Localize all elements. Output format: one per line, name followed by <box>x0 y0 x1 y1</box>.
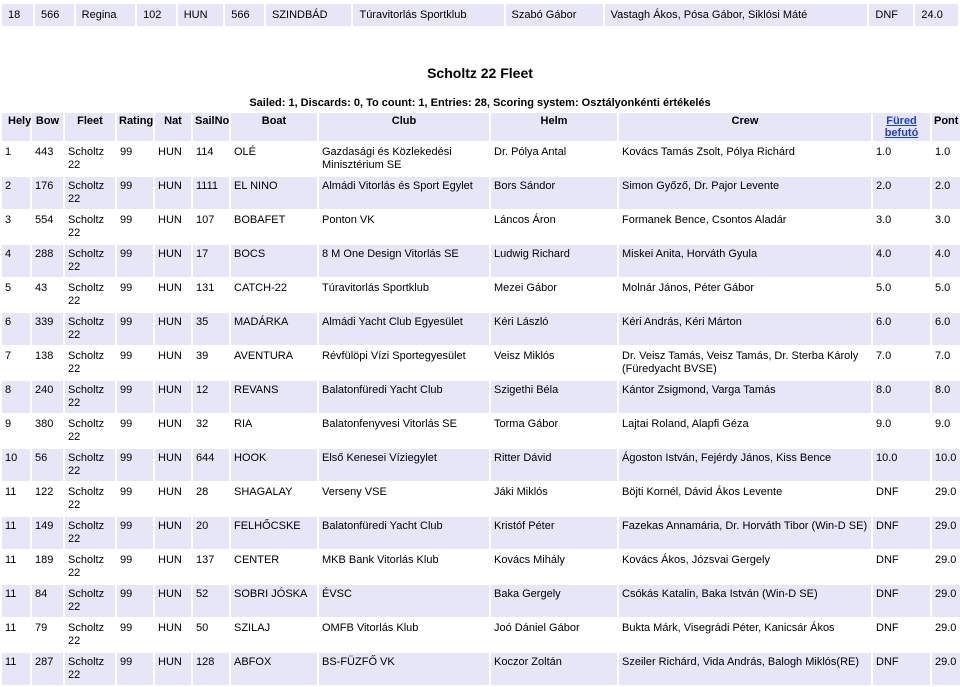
cell-fleet: Scholtz 22 <box>64 550 116 584</box>
cell-fleet: Scholtz 22 <box>64 584 116 618</box>
cell-pont: 2.0 <box>931 176 960 210</box>
cell-boat: CENTER <box>230 550 318 584</box>
cell-bow: 176 <box>31 176 64 210</box>
table-row <box>1 516 960 550</box>
cell-helm: Kéri László <box>490 312 618 346</box>
cell-boat: BOBAFET <box>230 210 318 244</box>
cell-nat: HUN <box>154 482 192 516</box>
cell-nat: HUN <box>154 516 192 550</box>
cell-nat: HUN <box>154 584 192 618</box>
cell-club: Verseny VSE <box>318 482 490 516</box>
cell-sailno: 1111 <box>192 176 230 210</box>
cell-race: 1.0 <box>872 142 931 176</box>
cell-sailno: 107 <box>192 210 230 244</box>
cell-race: 6.0 <box>872 312 931 346</box>
cell-nat: HUN <box>154 278 192 312</box>
cell-crew: Szeiler Richárd, Vida András, Balogh Miklós(RE) <box>618 652 872 686</box>
cell-hely: 9 <box>1 414 31 448</box>
cell-helm: Bors Sándor <box>490 176 618 210</box>
cell-rating: 99 <box>116 652 154 686</box>
cell-race: 5.0 <box>872 278 931 312</box>
cell-sailno: 131 <box>192 278 230 312</box>
cell-fleet: Scholtz 22 <box>64 244 116 278</box>
cell-race: 8.0 <box>872 380 931 414</box>
cell-bow: 43 <box>31 278 64 312</box>
cell-race: 10.0 <box>872 448 931 482</box>
table-row <box>1 550 960 584</box>
cell-race: 7.0 <box>872 346 931 380</box>
top-row-cell: 102 <box>136 3 177 27</box>
cell-fleet: Scholtz 22 <box>64 516 116 550</box>
top-row-cell: Vastagh Ákos, Pósa Gábor, Siklósi Máté <box>604 3 869 27</box>
cell-helm: Ludwig Richard <box>490 244 618 278</box>
cell-nat: HUN <box>154 380 192 414</box>
cell-boat: CATCH-22 <box>230 278 318 312</box>
cell-pont: 29.0 <box>931 618 960 652</box>
cell-fleet: Scholtz 22 <box>64 652 116 686</box>
cell-boat: SOBRI JÓSKA <box>230 584 318 618</box>
cell-race: DNF <box>872 584 931 618</box>
cell-crew: Csókás Katalin, Baka István (Win-D SE) <box>618 584 872 618</box>
header-row <box>1 112 960 142</box>
cell-bow: 287 <box>31 652 64 686</box>
cell-sailno: 52 <box>192 584 230 618</box>
table-row <box>1 448 960 482</box>
cell-helm: Joó Dániel Gábor <box>490 618 618 652</box>
cell-nat: HUN <box>154 244 192 278</box>
top-row-cell: 24.0 <box>914 3 959 27</box>
cell-rating: 99 <box>116 142 154 176</box>
race-link-fured-befuto[interactable]: Füred befutó <box>872 112 931 142</box>
cell-pont: 29.0 <box>931 516 960 550</box>
cell-rating: 99 <box>116 516 154 550</box>
cell-fleet: Scholtz 22 <box>64 482 116 516</box>
cell-hely: 2 <box>1 176 31 210</box>
cell-nat: HUN <box>154 346 192 380</box>
cell-club: MKB Bank Vitorlás Klub <box>318 550 490 584</box>
top-row-cell: 566 <box>34 3 75 27</box>
cell-sailno: 114 <box>192 142 230 176</box>
cell-club: Túravitorlás Sportklub <box>318 278 490 312</box>
cell-rating: 99 <box>116 176 154 210</box>
table-row <box>1 482 960 516</box>
cell-club: Balatonfüredi Yacht Club <box>318 516 490 550</box>
top-row-cell: HUN <box>177 3 225 27</box>
cell-club: BS-FÜZFŐ VK <box>318 652 490 686</box>
cell-hely: 11 <box>1 482 31 516</box>
cell-bow: 84 <box>31 584 64 618</box>
cell-crew: Kántor Zsigmond, Varga Tamás <box>618 380 872 414</box>
cell-bow: 554 <box>31 210 64 244</box>
cell-sailno: 28 <box>192 482 230 516</box>
cell-hely: 10 <box>1 448 31 482</box>
header-bow: Bow <box>31 112 64 142</box>
table-row <box>1 3 959 27</box>
cell-nat: HUN <box>154 176 192 210</box>
table-row <box>1 142 960 176</box>
cell-boat: REVANS <box>230 380 318 414</box>
cell-crew: Dr. Veisz Tamás, Veisz Tamás, Dr. Sterba Károly (Füredyacht BVSE) <box>618 346 872 380</box>
cell-boat: HOOK <box>230 448 318 482</box>
cell-rating: 99 <box>116 380 154 414</box>
top-row-cell: 566 <box>224 3 265 27</box>
cell-helm: Mezei Gábor <box>490 278 618 312</box>
top-row-cell: Regina <box>75 3 136 27</box>
cell-hely: 7 <box>1 346 31 380</box>
cell-race: 3.0 <box>872 210 931 244</box>
cell-helm: Láncos Áron <box>490 210 618 244</box>
cell-boat: SZILAJ <box>230 618 318 652</box>
header-club: Club <box>318 112 490 142</box>
cell-bow: 149 <box>31 516 64 550</box>
cell-fleet: Scholtz 22 <box>64 380 116 414</box>
cell-pont: 10.0 <box>931 448 960 482</box>
cell-fleet: Scholtz 22 <box>64 210 116 244</box>
cell-fleet: Scholtz 22 <box>64 278 116 312</box>
cell-race: DNF <box>872 550 931 584</box>
cell-rating: 99 <box>116 482 154 516</box>
cell-hely: 6 <box>1 312 31 346</box>
cell-fleet: Scholtz 22 <box>64 176 116 210</box>
cell-rating: 99 <box>116 550 154 584</box>
cell-race: 4.0 <box>872 244 931 278</box>
cell-club: Ponton VK <box>318 210 490 244</box>
cell-pont: 1.0 <box>931 142 960 176</box>
cell-pont: 8.0 <box>931 380 960 414</box>
top-row-cell: DNF <box>868 3 914 27</box>
cell-pont: 29.0 <box>931 482 960 516</box>
cell-club: 8 M One Design Vitorlás SE <box>318 244 490 278</box>
cell-rating: 99 <box>116 312 154 346</box>
header-nat: Nat <box>154 112 192 142</box>
cell-bow: 138 <box>31 346 64 380</box>
cell-crew: Böjti Kornél, Dávid Ákos Levente <box>618 482 872 516</box>
top-row-cell: Szabó Gábor <box>505 3 604 27</box>
cell-helm: Szigethi Béla <box>490 380 618 414</box>
cell-crew: Molnár János, Péter Gábor <box>618 278 872 312</box>
cell-club: ÉVSC <box>318 584 490 618</box>
previous-fleet-last-row <box>0 2 960 28</box>
cell-club: Balatonfenyvesi Vitorlás SE <box>318 414 490 448</box>
cell-hely: 11 <box>1 584 31 618</box>
table-row <box>1 380 960 414</box>
cell-club: OMFB Vitorlás Klub <box>318 618 490 652</box>
cell-club: Révfülöpi Vízi Sportegyesület <box>318 346 490 380</box>
cell-hely: 5 <box>1 278 31 312</box>
cell-hely: 11 <box>1 652 31 686</box>
cell-crew: Kovács Tamás Zsolt, Pólya Richárd <box>618 142 872 176</box>
cell-race: DNF <box>872 482 931 516</box>
cell-fleet: Scholtz 22 <box>64 414 116 448</box>
cell-helm: Baka Gergely <box>490 584 618 618</box>
table-row <box>1 278 960 312</box>
cell-hely: 11 <box>1 516 31 550</box>
cell-hely: 3 <box>1 210 31 244</box>
cell-crew: Simon Győző, Dr. Pajor Levente <box>618 176 872 210</box>
cell-crew: Bukta Márk, Visegrádi Péter, Kanicsár Ákos <box>618 618 872 652</box>
table-row <box>1 244 960 278</box>
header-hely: Hely <box>1 112 31 142</box>
cell-boat: EL NINO <box>230 176 318 210</box>
cell-pont: 5.0 <box>931 278 960 312</box>
cell-rating: 99 <box>116 244 154 278</box>
cell-fleet: Scholtz 22 <box>64 312 116 346</box>
cell-rating: 99 <box>116 618 154 652</box>
cell-pont: 29.0 <box>931 584 960 618</box>
cell-sailno: 12 <box>192 380 230 414</box>
results-table <box>0 111 960 687</box>
cell-fleet: Scholtz 22 <box>64 618 116 652</box>
cell-race: 2.0 <box>872 176 931 210</box>
header-crew: Crew <box>618 112 872 142</box>
table-row <box>1 176 960 210</box>
cell-rating: 99 <box>116 346 154 380</box>
cell-crew: Fazekas Annamária, Dr. Horváth Tibor (Win-D SE) <box>618 516 872 550</box>
table-row <box>1 414 960 448</box>
cell-nat: HUN <box>154 550 192 584</box>
page-title: Scholtz 22 Fleet <box>427 65 533 81</box>
cell-boat: SHAGALAY <box>230 482 318 516</box>
cell-pont: 7.0 <box>931 346 960 380</box>
cell-bow: 339 <box>31 312 64 346</box>
cell-boat: RIA <box>230 414 318 448</box>
cell-hely: 11 <box>1 550 31 584</box>
header-helm: Helm <box>490 112 618 142</box>
cell-helm: Kovács Mihály <box>490 550 618 584</box>
cell-crew: Kovács Ákos, Józsvai Gergely <box>618 550 872 584</box>
cell-boat: OLÉ <box>230 142 318 176</box>
cell-rating: 99 <box>116 448 154 482</box>
cell-boat: FELHŐCSKE <box>230 516 318 550</box>
cell-fleet: Scholtz 22 <box>64 142 116 176</box>
cell-race: DNF <box>872 652 931 686</box>
cell-sailno: 128 <box>192 652 230 686</box>
cell-club: Gazdasági és Közlekedési Minisztérium SE <box>318 142 490 176</box>
cell-crew: Formanek Bence, Csontos Aladár <box>618 210 872 244</box>
cell-bow: 122 <box>31 482 64 516</box>
cell-boat: MADÁRKA <box>230 312 318 346</box>
cell-nat: HUN <box>154 210 192 244</box>
table-row <box>1 618 960 652</box>
cell-nat: HUN <box>154 414 192 448</box>
cell-sailno: 32 <box>192 414 230 448</box>
cell-boat: BOCS <box>230 244 318 278</box>
cell-helm: Koczor Zoltán <box>490 652 618 686</box>
cell-nat: HUN <box>154 312 192 346</box>
table-row <box>1 584 960 618</box>
scoring-summary: Sailed: 1, Discards: 0, To count: 1, Entries: 28, Scoring system: Osztályonkénti értékelés <box>249 97 711 109</box>
table-row <box>1 312 960 346</box>
cell-sailno: 50 <box>192 618 230 652</box>
top-row-cell: 18 <box>1 3 34 27</box>
cell-crew: Ágoston István, Fejérdy János, Kiss Bence <box>618 448 872 482</box>
cell-pont: 4.0 <box>931 244 960 278</box>
cell-helm: Jáki Miklós <box>490 482 618 516</box>
top-row-cell: SZINDBÁD <box>265 3 353 27</box>
cell-club: Első Kenesei Víziegylet <box>318 448 490 482</box>
cell-bow: 56 <box>31 448 64 482</box>
cell-boat: AVENTURA <box>230 346 318 380</box>
cell-bow: 240 <box>31 380 64 414</box>
cell-hely: 4 <box>1 244 31 278</box>
cell-helm: Dr. Pólya Antal <box>490 142 618 176</box>
cell-race: DNF <box>872 516 931 550</box>
top-row-cell: Túravitorlás Sportklub <box>352 3 504 27</box>
header-rating: Rating <box>116 112 154 142</box>
table-row <box>1 346 960 380</box>
cell-sailno: 644 <box>192 448 230 482</box>
cell-race: DNF <box>872 618 931 652</box>
cell-sailno: 137 <box>192 550 230 584</box>
cell-bow: 288 <box>31 244 64 278</box>
cell-race: 9.0 <box>872 414 931 448</box>
cell-pont: 6.0 <box>931 312 960 346</box>
cell-helm: Ritter Dávid <box>490 448 618 482</box>
header-boat: Boat <box>230 112 318 142</box>
cell-sailno: 35 <box>192 312 230 346</box>
cell-nat: HUN <box>154 618 192 652</box>
cell-nat: HUN <box>154 142 192 176</box>
cell-club: Balatonfüredi Yacht Club <box>318 380 490 414</box>
cell-sailno: 39 <box>192 346 230 380</box>
cell-nat: HUN <box>154 652 192 686</box>
cell-bow: 443 <box>31 142 64 176</box>
cell-club: Almádi Vitorlás és Sport Egylet <box>318 176 490 210</box>
cell-rating: 99 <box>116 584 154 618</box>
cell-rating: 99 <box>116 278 154 312</box>
cell-pont: 29.0 <box>931 550 960 584</box>
cell-sailno: 17 <box>192 244 230 278</box>
cell-boat: ABFOX <box>230 652 318 686</box>
cell-hely: 11 <box>1 618 31 652</box>
cell-nat: HUN <box>154 448 192 482</box>
header-sailno: SailNo <box>192 112 230 142</box>
cell-fleet: Scholtz 22 <box>64 448 116 482</box>
cell-crew: Miskei Anita, Horváth Gyula <box>618 244 872 278</box>
cell-helm: Kristóf Péter <box>490 516 618 550</box>
cell-bow: 189 <box>31 550 64 584</box>
cell-bow: 79 <box>31 618 64 652</box>
cell-hely: 1 <box>1 142 31 176</box>
cell-rating: 99 <box>116 210 154 244</box>
cell-hely: 8 <box>1 380 31 414</box>
header-fleet: Fleet <box>64 112 116 142</box>
cell-helm: Torma Gábor <box>490 414 618 448</box>
table-row <box>1 210 960 244</box>
cell-bow: 380 <box>31 414 64 448</box>
cell-club: Almádi Yacht Club Egyesület <box>318 312 490 346</box>
cell-pont: 9.0 <box>931 414 960 448</box>
cell-helm: Veisz Miklós <box>490 346 618 380</box>
cell-pont: 3.0 <box>931 210 960 244</box>
cell-fleet: Scholtz 22 <box>64 346 116 380</box>
cell-rating: 99 <box>116 414 154 448</box>
header-pont: Pont <box>931 112 960 142</box>
cell-sailno: 20 <box>192 516 230 550</box>
cell-crew: Lajtai Roland, Alapfi Géza <box>618 414 872 448</box>
cell-pont: 29.0 <box>931 652 960 686</box>
cell-crew: Kéri András, Kéri Márton <box>618 312 872 346</box>
